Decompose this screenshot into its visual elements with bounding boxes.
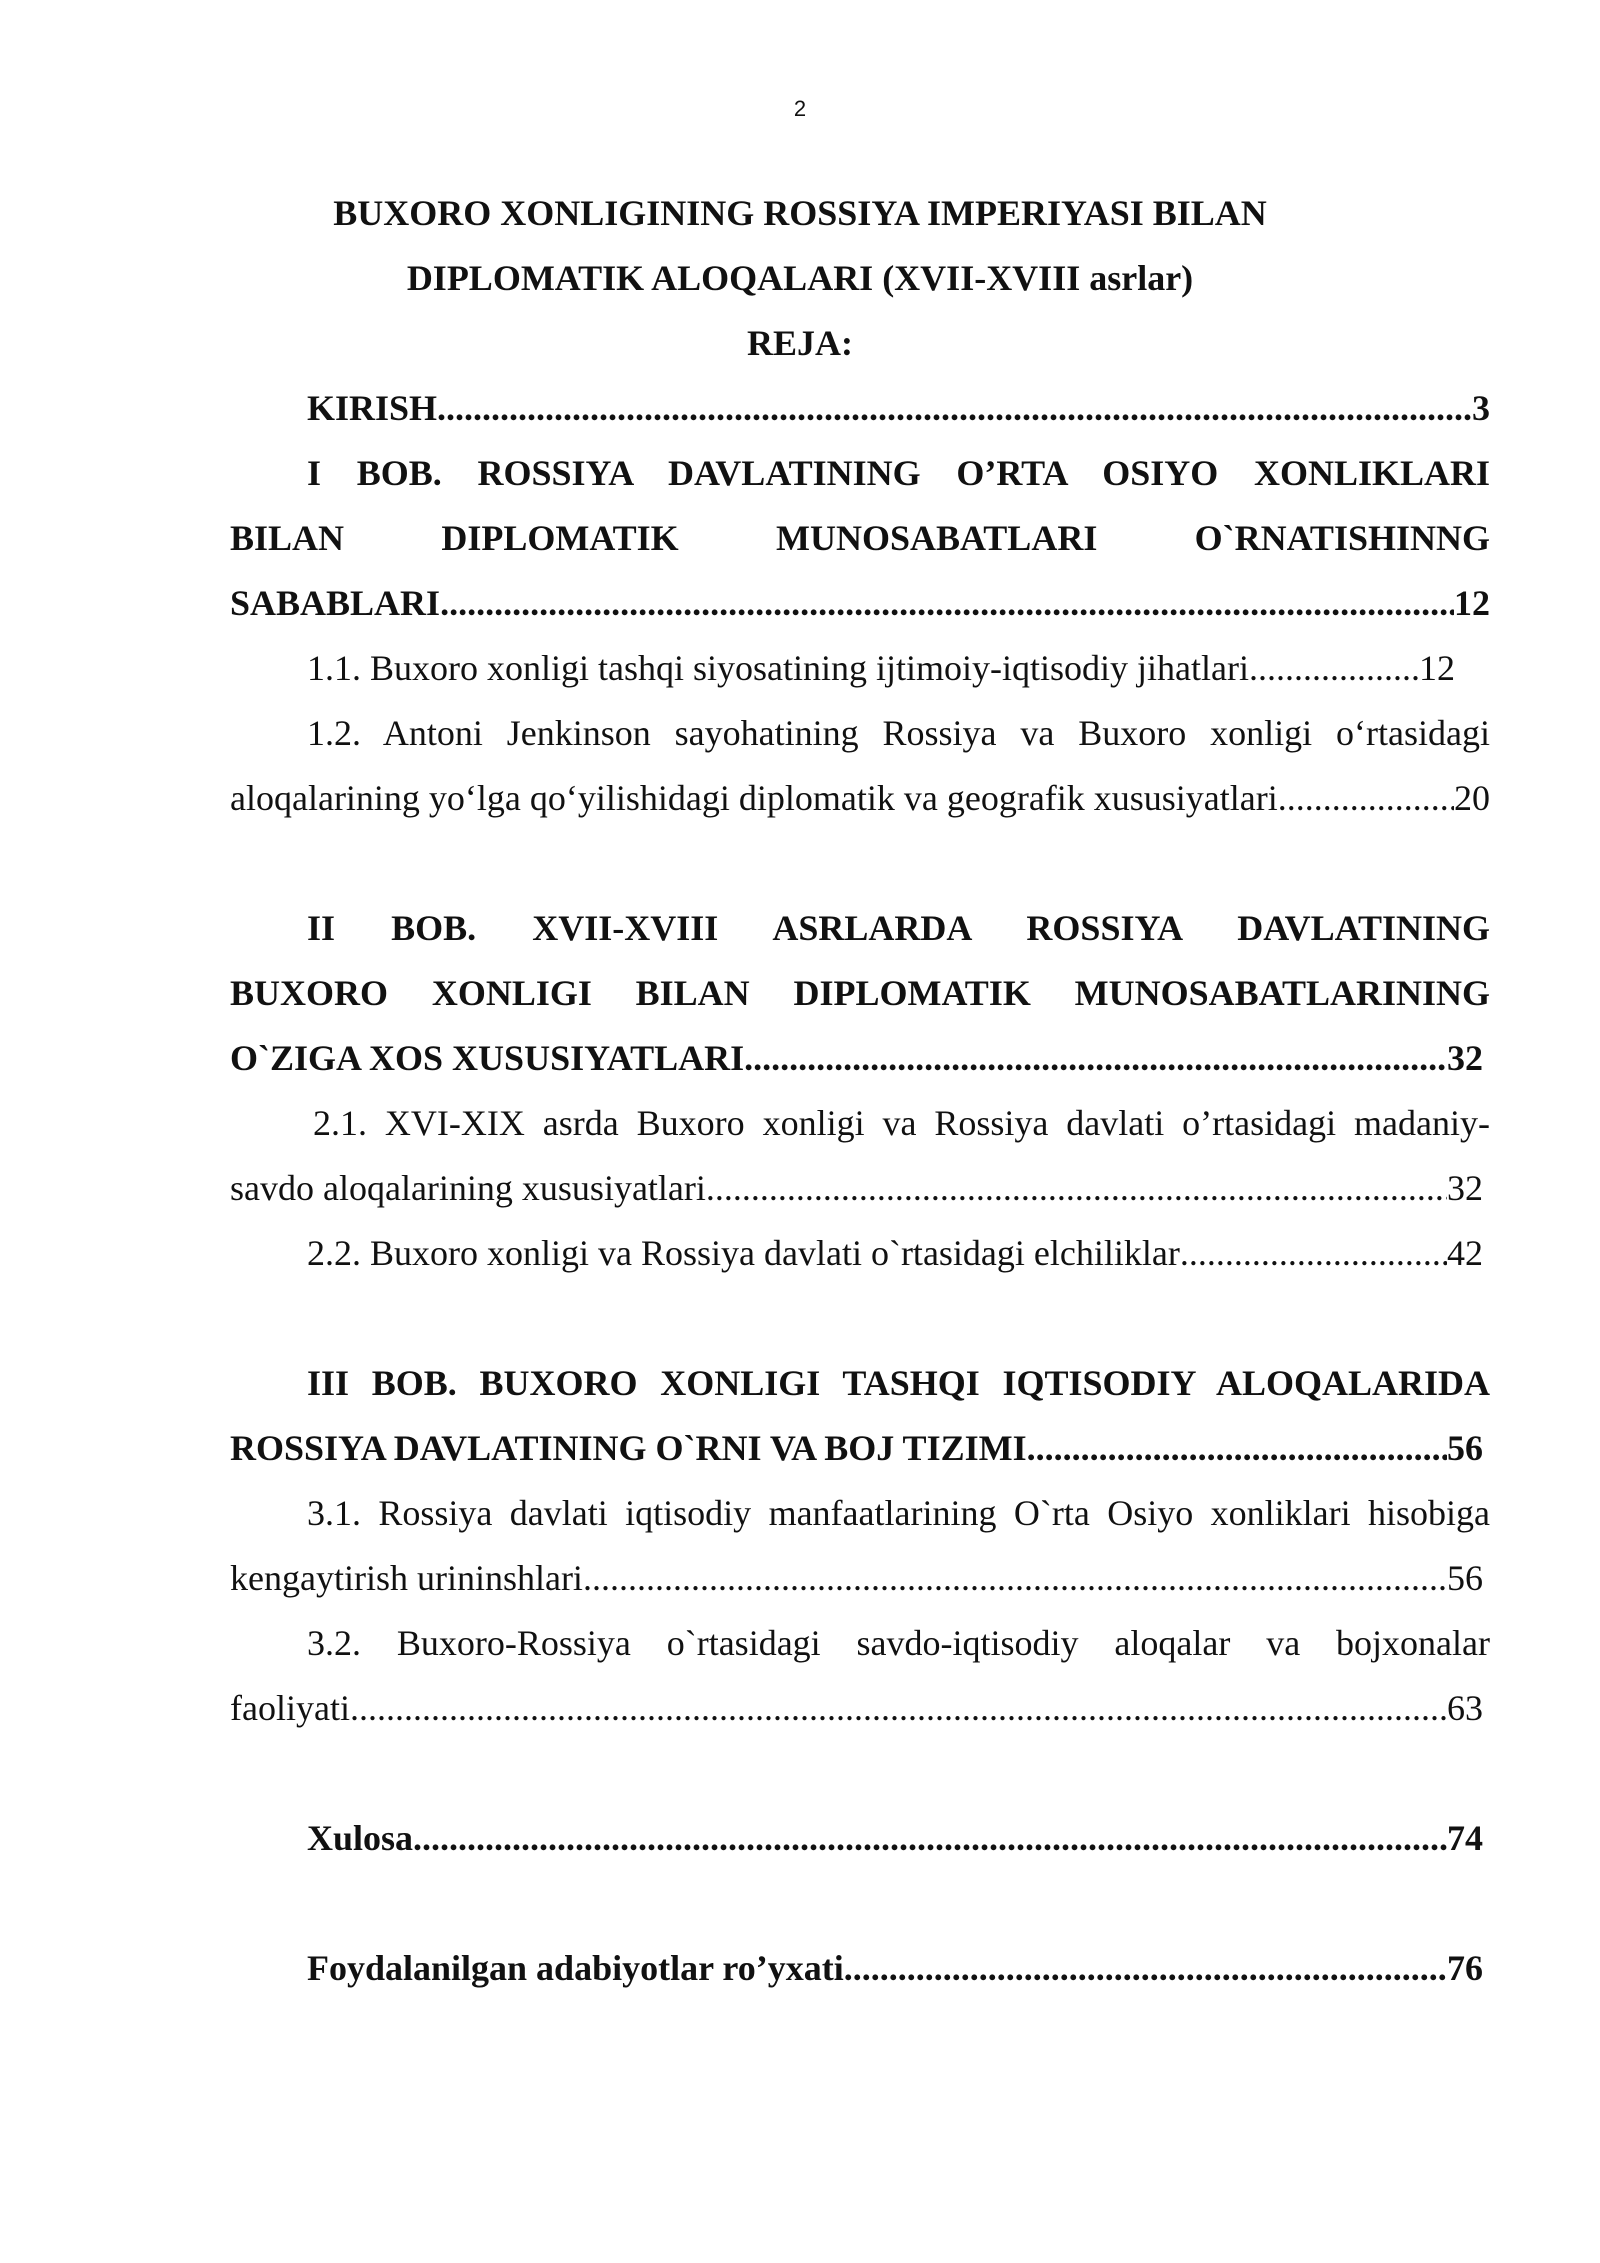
toc-leader	[440, 581, 1454, 625]
toc-chapter-1-line-2: BILAN DIPLOMATIK MUNOSABATLARI O`RNATISHINNG	[230, 518, 1490, 558]
document-title-line-2: DIPLOMATIK ALOQALARI (XVII-XVIII asrlar)	[406, 258, 1194, 298]
toc-leader	[583, 1556, 1447, 1600]
toc-page: 74	[1447, 1818, 1483, 1858]
toc-page: 12	[1419, 648, 1455, 688]
toc-page: 42	[1447, 1233, 1483, 1273]
toc-page: 63	[1447, 1688, 1483, 1728]
toc-entry-references	[307, 1946, 1483, 1990]
toc-page: 32	[1447, 1168, 1483, 1208]
document-title-line-1: BUXORO XONLIGINING ROSSIYA IMPERIYASI BILAN	[333, 193, 1267, 233]
toc-leader	[413, 1816, 1447, 1860]
toc-label: savdo aloqalarining xususiyatlari	[230, 1168, 706, 1208]
toc-leader	[350, 1686, 1447, 1730]
toc-entry-3-2-line-1: 3.2. Buxoro-Rossiya o`rtasidagi savdo-iqtisodiy aloqalar va bojxonalar	[307, 1623, 1490, 1663]
toc-leader	[1180, 1231, 1447, 1275]
toc-entry-3-2	[230, 1686, 1483, 1730]
toc-page: 3	[1472, 388, 1490, 428]
toc-leader	[1249, 646, 1419, 690]
toc-entry-1-2-line-1: 1.2. Antoni Jenkinson sayohatining Rossiya va Buxoro xonligi o‘rtasidagi	[307, 713, 1490, 753]
toc-entry-chapter-3	[230, 1426, 1483, 1470]
toc-label: Xulosa	[307, 1818, 414, 1858]
toc-leader	[844, 1946, 1447, 1990]
toc-page: 76	[1447, 1948, 1483, 1988]
toc-leader	[744, 1036, 1447, 1080]
toc-page: 32	[1447, 1038, 1483, 1078]
toc-entry-conclusion	[307, 1816, 1483, 1860]
toc-leader	[1027, 1426, 1447, 1470]
toc-entry-2-1-line-1: 2.1. XVI-XIX asrda Buxoro xonligi va Rossiya davlati o’rtasidagi madaniy-	[313, 1103, 1490, 1143]
toc-label: O`ZIGA XOS XUSUSIYATLARI	[230, 1038, 745, 1078]
toc-entry-1-2	[230, 776, 1490, 820]
toc-chapter-2-line-2: BUXORO XONLIGI BILAN DIPLOMATIK MUNOSABATLARINING	[230, 973, 1490, 1013]
toc-entry-3-1-line-1: 3.1. Rossiya davlati iqtisodiy manfaatlarining O`rta Osiyo xonliklari hisobiga	[307, 1493, 1490, 1533]
toc-leader	[1278, 776, 1454, 820]
toc-label: 1.1. Buxoro xonligi tashqi siyosatining ijtimoiy-iqtisodiy jihatlari	[307, 648, 1249, 688]
toc-page: 56	[1447, 1428, 1483, 1468]
toc-entry-chapter-2	[230, 1036, 1483, 1080]
toc-entry-1-1	[307, 646, 1455, 690]
toc-label: SABABLARI	[230, 583, 441, 623]
toc-label: kengaytirish urininshlari	[230, 1558, 583, 1598]
toc-label: ROSSIYA DAVLATINING O`RNI VA BOJ TIZIMI	[230, 1428, 1027, 1468]
toc-label: Foydalanilgan adabiyotlar ro’yxati	[307, 1948, 844, 1988]
toc-entry-chapter-1	[230, 581, 1490, 625]
toc-entry-2-1	[230, 1166, 1483, 1210]
toc-label: faoliyati	[230, 1688, 350, 1728]
toc-entry-intro	[307, 386, 1490, 430]
toc-page: 20	[1454, 778, 1490, 818]
toc-page: 56	[1447, 1558, 1483, 1598]
toc-chapter-1-line-1: I BOB. ROSSIYA DAVLATINING O’RTA OSIYO XONLIKLARI	[307, 453, 1490, 493]
toc-page: 12	[1454, 583, 1490, 623]
toc-chapter-3-line-1: III BOB. BUXORO XONLIGI TASHQI IQTISODIY ALOQALARIDA	[307, 1363, 1490, 1403]
toc-entry-3-1	[230, 1556, 1483, 1600]
toc-entry-2-2	[307, 1231, 1483, 1275]
toc-label: KIRISH	[307, 388, 438, 428]
toc-chapter-2-line-1: II BOB. XVII-XVIII ASRLARDA ROSSIYA DAVLATINING	[307, 908, 1490, 948]
toc-leader	[706, 1166, 1447, 1210]
page-number: 2	[793, 96, 807, 121]
toc-leader	[437, 386, 1472, 430]
plan-heading: REJA:	[747, 323, 853, 363]
toc-label: 2.2. Buxoro xonligi va Rossiya davlati o`rtasidagi elchiliklar	[307, 1233, 1180, 1273]
toc-label: aloqalarining yo‘lga qo‘yilishidagi diplomatik va geografik xususiyatlari	[230, 778, 1278, 818]
